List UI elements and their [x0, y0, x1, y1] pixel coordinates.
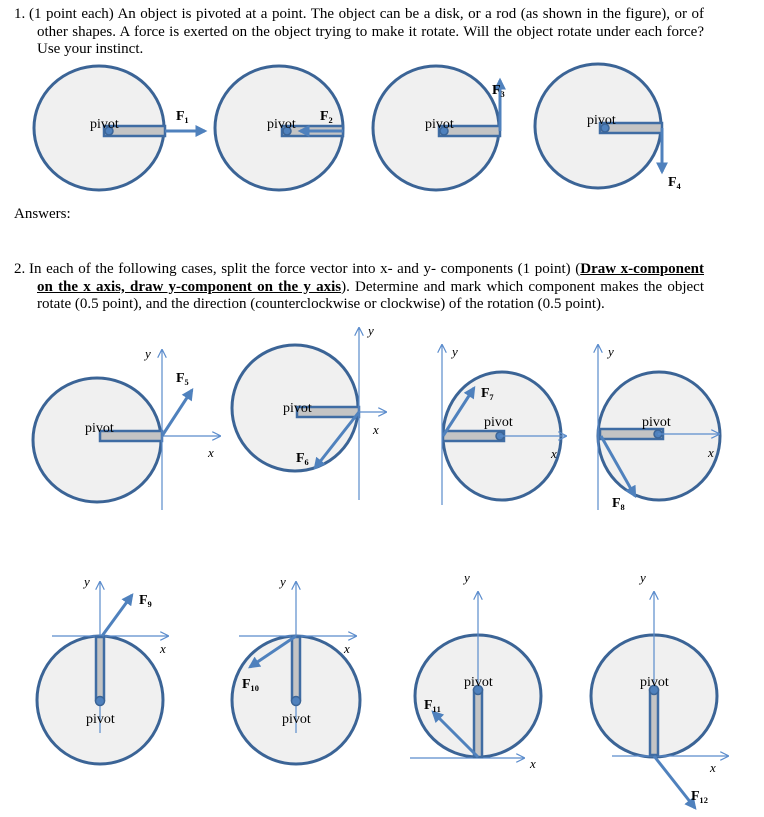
pivot-label: pivot — [587, 113, 616, 128]
y-axis-label: y — [84, 574, 90, 589]
force-label: F₉ — [139, 593, 152, 608]
question-number: 1. — [14, 6, 26, 22]
y-axis-label: y — [145, 346, 151, 361]
pivot-label: pivot — [282, 712, 311, 727]
diagram-f2 — [215, 66, 343, 190]
pivot-label: pivot — [90, 117, 119, 132]
y-axis-label: y — [452, 344, 458, 359]
x-axis-label: x — [710, 760, 716, 775]
x-axis-label: x — [551, 446, 557, 461]
diagram-f12 — [591, 570, 728, 808]
force-label: F₆ — [296, 451, 309, 466]
answers-label: Answers: — [14, 206, 71, 222]
x-axis-label: x — [160, 641, 166, 656]
pivot-label: pivot — [464, 675, 493, 690]
force-label: F₅ — [176, 371, 189, 386]
y-axis-label: y — [640, 570, 646, 585]
pivot-label: pivot — [484, 415, 513, 430]
rod — [443, 431, 504, 441]
diagram-f10 — [232, 574, 360, 764]
force-label: F₃ — [492, 83, 505, 98]
x-axis-label: x — [344, 641, 350, 656]
text-after: ). Determine and mark which component makes the object rotate (0.5 point), and the direction (counterclockwise or clockwise) of the rotation (0.5 point). — [37, 278, 704, 312]
pivot-point — [292, 697, 301, 706]
pivot-label: pivot — [283, 401, 312, 416]
force-label: F₁₀ — [242, 677, 259, 692]
force-label: F₇ — [481, 386, 494, 401]
y-axis-label: y — [280, 574, 286, 589]
rod — [650, 690, 658, 755]
diagram-f6 — [232, 323, 386, 500]
rod — [292, 637, 300, 700]
force-label: F₁ — [176, 109, 189, 124]
rod — [96, 637, 104, 700]
diagram-f8 — [598, 344, 720, 511]
pivot-label: pivot — [425, 117, 454, 132]
diagram-f5 — [33, 346, 220, 510]
pivot-label: pivot — [267, 117, 296, 132]
pivot-label: pivot — [86, 712, 115, 727]
x-axis-label: x — [530, 756, 536, 771]
instruction-bold: Draw x-component on the x axis, draw y-component on the y axis — [37, 261, 705, 295]
diagram-f7 — [442, 344, 566, 505]
force-arrow — [102, 595, 132, 636]
question-text: (1 point each) An object is pivoted at a point. The object can be a disk, or a rod (as shown in the figure), or of other shapes. A force is exerted on the object trying to make it rotate. Will the object rotate under each force? Use your instinct. — [29, 6, 704, 57]
question-number: 2. — [14, 261, 26, 277]
y-axis-label: y — [368, 323, 374, 338]
pivot-label: pivot — [640, 675, 669, 690]
x-axis-label: x — [708, 445, 714, 460]
diagram-f3 — [373, 66, 505, 190]
force-label: F₈ — [612, 496, 625, 511]
force-label: F₂ — [320, 109, 333, 124]
pivot-point — [96, 697, 105, 706]
pivot-label: pivot — [85, 421, 114, 436]
y-axis-label: y — [608, 344, 614, 359]
diagram-f1 — [34, 66, 205, 190]
force-arrow — [162, 390, 192, 436]
diagram-f9 — [37, 574, 168, 764]
x-axis-label: x — [373, 422, 379, 437]
force-arrow — [654, 756, 695, 808]
text-before: In each of the following cases, split the force vector into x- and y- components (1 point) ( — [29, 261, 581, 277]
diagram-f4 — [535, 64, 682, 190]
force-label: F₁₂ — [691, 789, 708, 804]
pivot-label: pivot — [642, 415, 671, 430]
x-axis-label: x — [208, 445, 214, 460]
force-label: F₄ — [668, 175, 681, 190]
force-label: F₁₁ — [424, 698, 441, 713]
rod — [474, 690, 482, 757]
y-axis-label: y — [464, 570, 470, 585]
diagram-f11 — [410, 570, 541, 771]
